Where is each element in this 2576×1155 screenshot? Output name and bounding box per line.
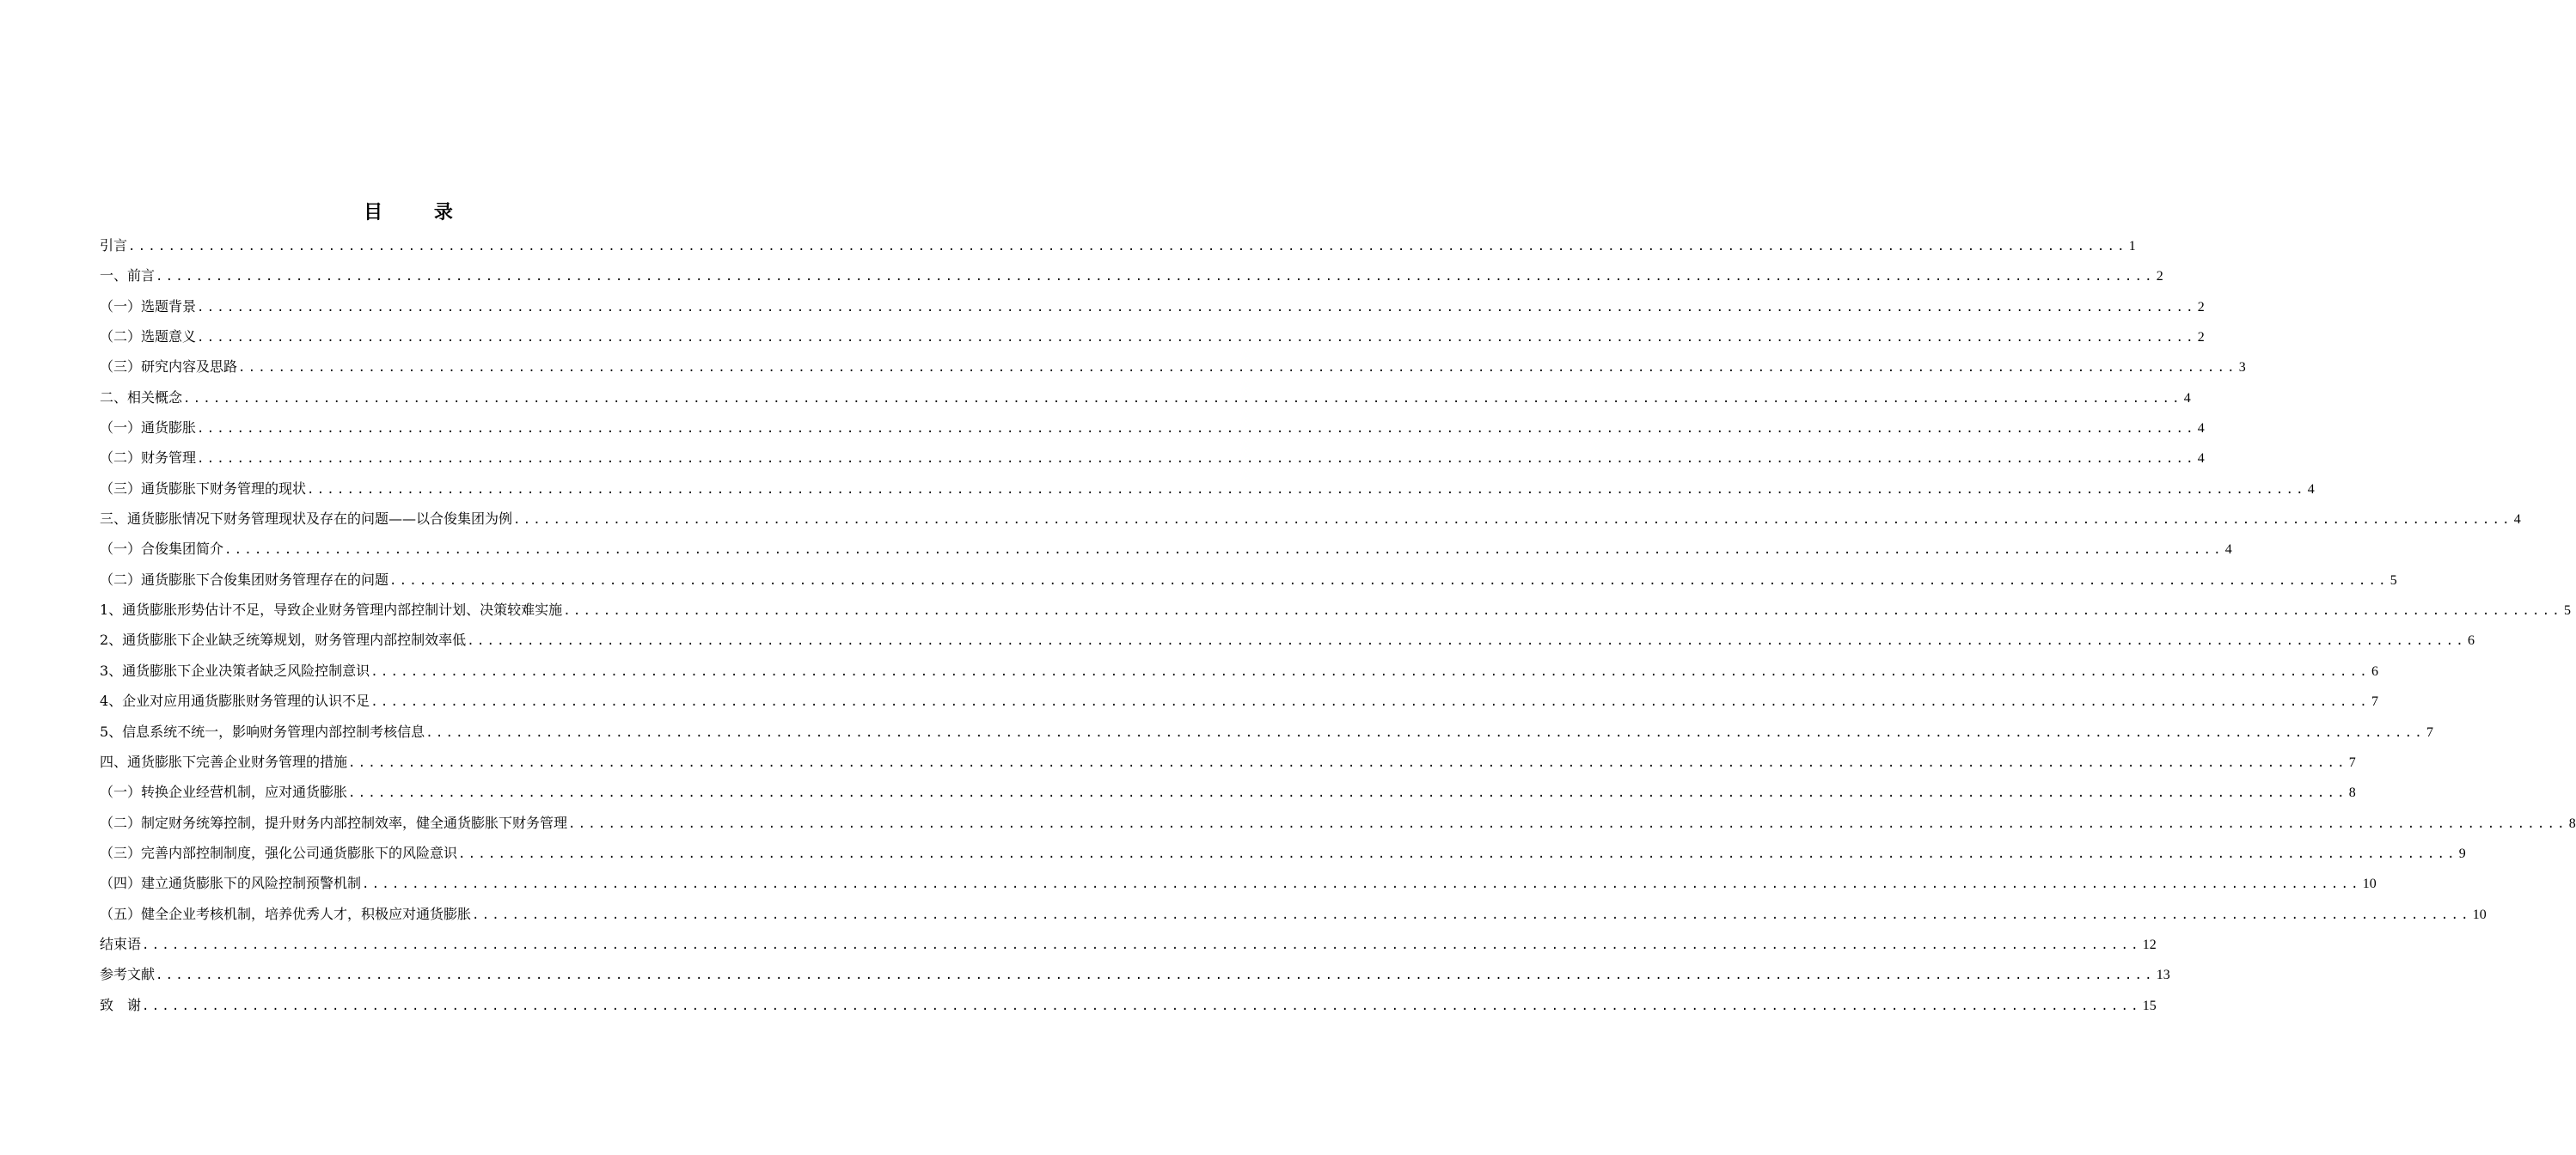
toc-entry-page: 2 <box>2197 330 2205 345</box>
toc-entry-page: 2 <box>2156 269 2163 284</box>
toc-entry-label: （一）选题背景 <box>100 297 197 315</box>
toc-entry-page: 4 <box>2183 390 2191 406</box>
toc-entry-label: 参考文献 <box>100 966 156 983</box>
toc-entry-label: 2、通货膨胀下企业缺乏统筹规划，财务管理内部控制效率低 <box>100 632 467 649</box>
toc-leader-dots: ........................................................................................................................................................................................................ <box>238 361 2237 376</box>
toc-entry[interactable] <box>100 595 2571 625</box>
toc-entry-label: （二）选题意义 <box>100 328 197 345</box>
toc-entry-page: 10 <box>2472 907 2487 922</box>
toc-entry[interactable] <box>100 808 2576 838</box>
toc-entry-page: 4 <box>2224 542 2232 558</box>
toc-leader-dots: ........................................................................................................................................................................................................ <box>362 877 2361 892</box>
toc-entry-label: （四）建立通货膨胀下的风险控制预警机制 <box>100 875 362 892</box>
toc-entry-page: 12 <box>2142 937 2157 952</box>
toc-leader-dots: ........................................................................................................................................................................................................ <box>389 573 2389 588</box>
toc-entry-label: 三、通货膨胀情况下财务管理现状及存在的问题——以合俊集团为例 <box>100 510 513 528</box>
toc-leader-dots: ........................................................................................................................................................................................................ <box>128 240 2127 254</box>
toc-entry-label: （三）通货膨胀下财务管理的现状 <box>100 480 307 497</box>
toc-entry-label: （三）完善内部控制制度，强化公司通货膨胀下的风险意识 <box>100 844 458 861</box>
toc-entry-page: 4 <box>2307 481 2315 497</box>
toc-entry-page: 4 <box>2197 451 2205 467</box>
toc-entry-page: 1 <box>2128 239 2136 254</box>
toc-entry-label: 4、企业对应用通货膨胀财务管理的认识不足 <box>100 693 370 710</box>
toc-entry-label: 5、信息系统不统一，影响财务管理内部控制考核信息 <box>100 723 425 740</box>
toc-leader-dots: ........................................................................................................................................................................................................ <box>183 391 2182 406</box>
toc-entry-page: 6 <box>2371 663 2378 679</box>
toc-entry[interactable] <box>100 474 2315 504</box>
toc-leader-dots: ........................................................................................................................................................................................................ <box>425 725 2425 740</box>
toc-entry[interactable] <box>100 686 2378 716</box>
toc-leader-dots: ........................................................................................................................................................................................................ <box>348 786 2347 801</box>
toc-entry[interactable] <box>100 868 2377 898</box>
toc-entry[interactable] <box>100 929 2157 959</box>
toc-entry-page: 7 <box>2426 724 2433 740</box>
toc-leader-dots: ........................................................................................................................................................................................................ <box>348 755 2347 770</box>
toc-entry-label: （一）合俊集团简介 <box>100 541 224 558</box>
toc-entry-label: （三）研究内容及思路 <box>100 358 238 376</box>
toc-leader-dots: ........................................................................................................................................................................................................ <box>563 604 2562 619</box>
toc-entry[interactable] <box>100 260 2163 290</box>
toc-entry-page: 3 <box>2238 360 2246 376</box>
toc-entry-label: 致 谢 <box>100 996 142 1013</box>
toc-title: 目 录 <box>364 201 475 223</box>
toc-list <box>100 230 2576 1020</box>
toc-entry[interactable] <box>100 382 2191 412</box>
toc-entry-page: 15 <box>2142 998 2157 1013</box>
toc-entry-label: （二）制定财务统筹控制，提升财务内部控制效率，健全通货膨胀下财务管理 <box>100 814 568 831</box>
toc-leader-dots: ........................................................................................................................................................................................................ <box>224 543 2224 558</box>
toc-leader-dots: ........................................................................................................................................................................................................ <box>458 846 2457 861</box>
toc-entry-page: 8 <box>2568 816 2576 831</box>
toc-entry[interactable] <box>100 412 2205 443</box>
toc-entry[interactable] <box>100 625 2475 655</box>
toc-entry[interactable] <box>100 351 2246 382</box>
toc-leader-dots: ........................................................................................................................................................................................................ <box>513 513 2512 528</box>
toc-leader-dots: ........................................................................................................................................................................................................ <box>156 270 2155 284</box>
toc-entry[interactable] <box>100 565 2397 595</box>
toc-entry-label: 四、通货膨胀下完善企业财务管理的措施 <box>100 753 348 770</box>
toc-entry-page: 7 <box>2371 694 2378 710</box>
toc-entry[interactable] <box>100 990 2157 1020</box>
toc-leader-dots: ........................................................................................................................................................................................................ <box>142 999 2141 1013</box>
toc-entry-page: 4 <box>2513 512 2521 528</box>
toc-leader-dots: ........................................................................................................................................................................................................ <box>197 422 2196 437</box>
toc-entry-label: 结束语 <box>100 935 142 952</box>
toc-entry[interactable] <box>100 747 2356 777</box>
toc-leader-dots: ........................................................................................................................................................................................................ <box>197 331 2196 345</box>
toc-entry[interactable] <box>100 717 2433 747</box>
toc-entry-label: （一）通货膨胀 <box>100 419 197 437</box>
toc-entry-label: 3、通货膨胀下企业决策者缺乏风险控制意识 <box>100 662 370 679</box>
toc-entry[interactable] <box>100 656 2378 686</box>
toc-leader-dots: ........................................................................................................................................................................................................ <box>472 908 2471 922</box>
toc-entry-label: 1、通货膨胀形势估计不足，导致企业财务管理内部控制计划、决策较难实施 <box>100 602 563 619</box>
toc-entry[interactable] <box>100 504 2521 534</box>
toc-entry[interactable] <box>100 777 2356 807</box>
toc-entry[interactable] <box>100 899 2487 929</box>
toc-entry-page: 10 <box>2362 877 2377 892</box>
toc-entry-label: （二）通货膨胀下合俊集团财务管理存在的问题 <box>100 571 389 588</box>
toc-entry-page: 8 <box>2348 785 2356 801</box>
toc-entry-label: 一、前言 <box>100 267 156 284</box>
toc-entry[interactable] <box>100 534 2232 564</box>
toc-entry-page: 4 <box>2197 421 2205 437</box>
toc-entry-page: 13 <box>2156 968 2170 983</box>
toc-leader-dots: ........................................................................................................................................................................................................ <box>307 482 2306 497</box>
toc-entry-page: 5 <box>2389 572 2397 588</box>
toc-entry[interactable] <box>100 291 2205 321</box>
toc-entry-label: 二、相关概念 <box>100 388 183 406</box>
toc-leader-dots: ........................................................................................................................................................................................................ <box>197 300 2196 315</box>
toc-leader-dots: ........................................................................................................................................................................................................ <box>467 634 2466 649</box>
toc-entry-page: 5 <box>2563 603 2571 619</box>
toc-entry[interactable] <box>100 321 2205 351</box>
toc-entry-label: （五）健全企业考核机制，培养优秀人才，积极应对通货膨胀 <box>100 905 472 922</box>
toc-entry-label: 引言 <box>100 237 128 254</box>
toc-entry-label: （一）转换企业经营机制，应对通货膨胀 <box>100 784 348 801</box>
toc-entry-page: 6 <box>2467 633 2475 649</box>
toc-leader-dots: ........................................................................................................................................................................................................ <box>156 969 2155 983</box>
toc-entry-page: 9 <box>2458 846 2466 861</box>
toc-leader-dots: ........................................................................................................................................................................................................ <box>142 938 2141 952</box>
toc-entry[interactable] <box>100 230 2136 260</box>
toc-entry[interactable] <box>100 838 2466 868</box>
toc-entry-page: 7 <box>2348 755 2356 770</box>
toc-leader-dots: ........................................................................................................................................................................................................ <box>370 695 2370 710</box>
toc-entry-page: 2 <box>2197 299 2205 315</box>
toc-entry-label: （二）财务管理 <box>100 449 197 467</box>
toc-entry[interactable] <box>100 959 2170 989</box>
toc-leader-dots: ........................................................................................................................................................................................................ <box>197 452 2196 467</box>
toc-leader-dots: ........................................................................................................................................................................................................ <box>370 664 2370 679</box>
toc-entry[interactable] <box>100 443 2205 473</box>
toc-leader-dots: ........................................................................................................................................................................................................ <box>568 816 2567 831</box>
